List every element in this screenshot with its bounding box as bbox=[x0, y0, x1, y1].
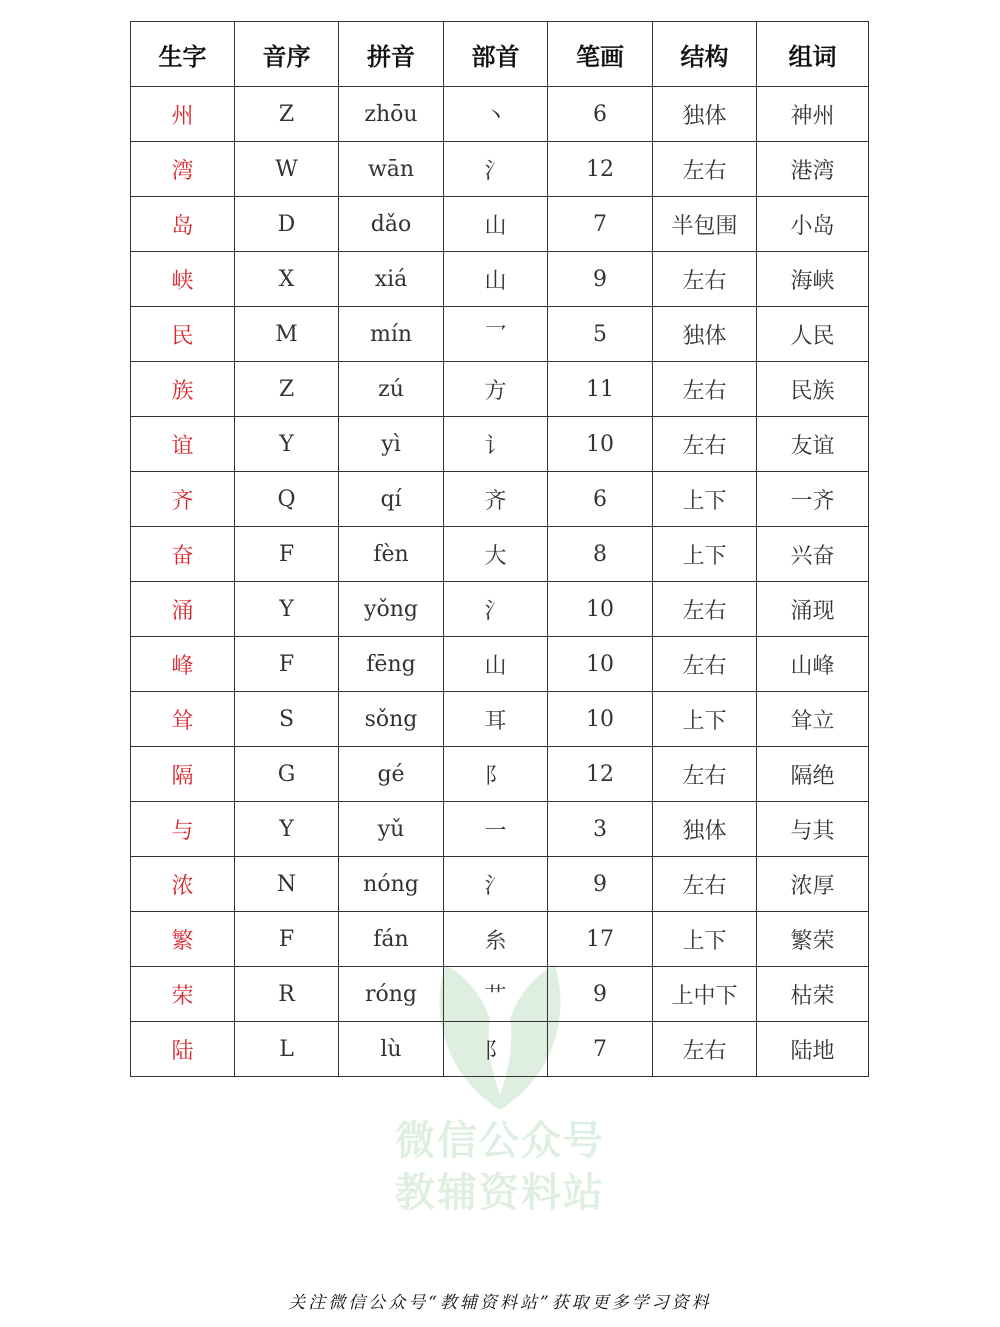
table-row bbox=[131, 362, 869, 417]
pinyin-cell: xiá bbox=[339, 252, 444, 307]
structure-cell: 上中下 bbox=[653, 967, 757, 1022]
structure-cell: 左右 bbox=[653, 252, 757, 307]
pinyin-cell: mín bbox=[339, 307, 444, 362]
pinyin-cell: wān bbox=[339, 142, 444, 197]
character-cell: 湾 bbox=[131, 142, 235, 197]
table-row bbox=[131, 197, 869, 252]
table-row bbox=[131, 967, 869, 1022]
column-header: 组词 bbox=[757, 22, 869, 87]
initial-cell: M bbox=[235, 307, 339, 362]
table-row bbox=[131, 417, 869, 472]
pinyin-cell: fán bbox=[339, 912, 444, 967]
strokes-cell: 9 bbox=[548, 252, 653, 307]
word-cell: 海峡 bbox=[757, 252, 869, 307]
word-cell: 民族 bbox=[757, 362, 869, 417]
strokes-cell: 6 bbox=[548, 87, 653, 142]
word-cell: 神州 bbox=[757, 87, 869, 142]
strokes-cell: 10 bbox=[548, 582, 653, 637]
structure-cell: 独体 bbox=[653, 802, 757, 857]
structure-cell: 左右 bbox=[653, 582, 757, 637]
strokes-cell: 10 bbox=[548, 692, 653, 747]
column-header: 音序 bbox=[235, 22, 339, 87]
initial-cell: G bbox=[235, 747, 339, 802]
character-cell: 陆 bbox=[131, 1022, 235, 1077]
initial-cell: Z bbox=[235, 87, 339, 142]
pinyin-cell: zhōu bbox=[339, 87, 444, 142]
table-row bbox=[131, 582, 869, 637]
word-cell: 隔绝 bbox=[757, 747, 869, 802]
radical-cell: 阝 bbox=[444, 1022, 548, 1077]
initial-cell: Z bbox=[235, 362, 339, 417]
pinyin-cell: yǒng bbox=[339, 582, 444, 637]
character-cell: 峡 bbox=[131, 252, 235, 307]
table-row bbox=[131, 472, 869, 527]
word-cell: 繁荣 bbox=[757, 912, 869, 967]
table-row bbox=[131, 87, 869, 142]
table-row bbox=[131, 1022, 869, 1077]
pinyin-cell: dǎo bbox=[339, 197, 444, 252]
character-cell: 奋 bbox=[131, 527, 235, 582]
initial-cell: F bbox=[235, 527, 339, 582]
character-cell: 荣 bbox=[131, 967, 235, 1022]
character-cell: 耸 bbox=[131, 692, 235, 747]
pinyin-cell: fēng bbox=[339, 637, 444, 692]
strokes-cell: 9 bbox=[548, 857, 653, 912]
table-row bbox=[131, 527, 869, 582]
strokes-cell: 11 bbox=[548, 362, 653, 417]
initial-cell: D bbox=[235, 197, 339, 252]
structure-cell: 独体 bbox=[653, 87, 757, 142]
strokes-cell: 12 bbox=[548, 142, 653, 197]
initial-cell: N bbox=[235, 857, 339, 912]
structure-cell: 独体 bbox=[653, 307, 757, 362]
column-header: 结构 bbox=[653, 22, 757, 87]
word-cell: 陆地 bbox=[757, 1022, 869, 1077]
structure-cell: 左右 bbox=[653, 747, 757, 802]
word-cell: 浓厚 bbox=[757, 857, 869, 912]
character-cell: 涌 bbox=[131, 582, 235, 637]
radical-cell: 丶 bbox=[444, 87, 548, 142]
table-row bbox=[131, 692, 869, 747]
character-table bbox=[130, 21, 869, 1077]
structure-cell: 上下 bbox=[653, 527, 757, 582]
column-header: 部首 bbox=[444, 22, 548, 87]
pinyin-cell: yǔ bbox=[339, 802, 444, 857]
word-cell: 一齐 bbox=[757, 472, 869, 527]
table-row bbox=[131, 142, 869, 197]
character-cell: 州 bbox=[131, 87, 235, 142]
pinyin-cell: fèn bbox=[339, 527, 444, 582]
pinyin-cell: lù bbox=[339, 1022, 444, 1077]
initial-cell: S bbox=[235, 692, 339, 747]
watermark-line-2: 教辅资料站 bbox=[395, 1170, 605, 1216]
radical-cell: 方 bbox=[444, 362, 548, 417]
initial-cell: L bbox=[235, 1022, 339, 1077]
structure-cell: 左右 bbox=[653, 637, 757, 692]
radical-cell: 氵 bbox=[444, 582, 548, 637]
table-row bbox=[131, 307, 869, 362]
strokes-cell: 17 bbox=[548, 912, 653, 967]
word-cell: 友谊 bbox=[757, 417, 869, 472]
character-cell: 齐 bbox=[131, 472, 235, 527]
word-cell: 枯荣 bbox=[757, 967, 869, 1022]
pinyin-cell: róng bbox=[339, 967, 444, 1022]
word-cell: 人民 bbox=[757, 307, 869, 362]
pinyin-cell: qí bbox=[339, 472, 444, 527]
table-row bbox=[131, 637, 869, 692]
structure-cell: 上下 bbox=[653, 692, 757, 747]
radical-cell: 大 bbox=[444, 527, 548, 582]
initial-cell: F bbox=[235, 637, 339, 692]
strokes-cell: 9 bbox=[548, 967, 653, 1022]
table-row bbox=[131, 857, 869, 912]
radical-cell: 阝 bbox=[444, 747, 548, 802]
structure-cell: 左右 bbox=[653, 1022, 757, 1077]
initial-cell: X bbox=[235, 252, 339, 307]
structure-cell: 左右 bbox=[653, 857, 757, 912]
radical-cell: 一 bbox=[444, 802, 548, 857]
radical-cell: 山 bbox=[444, 637, 548, 692]
initial-cell: F bbox=[235, 912, 339, 967]
table-row bbox=[131, 252, 869, 307]
strokes-cell: 7 bbox=[548, 1022, 653, 1077]
table-row bbox=[131, 912, 869, 967]
radical-cell: 氵 bbox=[444, 142, 548, 197]
word-cell: 小岛 bbox=[757, 197, 869, 252]
character-cell: 族 bbox=[131, 362, 235, 417]
initial-cell: Y bbox=[235, 582, 339, 637]
radical-cell: 山 bbox=[444, 197, 548, 252]
header-row bbox=[131, 22, 869, 87]
word-cell: 耸立 bbox=[757, 692, 869, 747]
structure-cell: 左右 bbox=[653, 417, 757, 472]
pinyin-cell: yì bbox=[339, 417, 444, 472]
pinyin-cell: zú bbox=[339, 362, 444, 417]
strokes-cell: 6 bbox=[548, 472, 653, 527]
strokes-cell: 10 bbox=[548, 637, 653, 692]
table-row bbox=[131, 747, 869, 802]
strokes-cell: 5 bbox=[548, 307, 653, 362]
character-cell: 谊 bbox=[131, 417, 235, 472]
strokes-cell: 12 bbox=[548, 747, 653, 802]
column-header: 笔画 bbox=[548, 22, 653, 87]
watermark-line-1: 微信公众号 bbox=[395, 1118, 605, 1164]
character-cell: 民 bbox=[131, 307, 235, 362]
pinyin-cell: gé bbox=[339, 747, 444, 802]
radical-cell: 讠 bbox=[444, 417, 548, 472]
initial-cell: Y bbox=[235, 802, 339, 857]
character-cell: 与 bbox=[131, 802, 235, 857]
character-cell: 浓 bbox=[131, 857, 235, 912]
word-cell: 与其 bbox=[757, 802, 869, 857]
word-cell: 涌现 bbox=[757, 582, 869, 637]
strokes-cell: 8 bbox=[548, 527, 653, 582]
column-header: 生字 bbox=[131, 22, 235, 87]
pinyin-cell: sǒng bbox=[339, 692, 444, 747]
structure-cell: 半包围 bbox=[653, 197, 757, 252]
character-cell: 峰 bbox=[131, 637, 235, 692]
word-cell: 兴奋 bbox=[757, 527, 869, 582]
word-cell: 山峰 bbox=[757, 637, 869, 692]
strokes-cell: 7 bbox=[548, 197, 653, 252]
radical-cell: 齐 bbox=[444, 472, 548, 527]
table-row bbox=[131, 802, 869, 857]
initial-cell: Y bbox=[235, 417, 339, 472]
initial-cell: Q bbox=[235, 472, 339, 527]
radical-cell: 糸 bbox=[444, 912, 548, 967]
character-cell: 繁 bbox=[131, 912, 235, 967]
initial-cell: R bbox=[235, 967, 339, 1022]
structure-cell: 左右 bbox=[653, 362, 757, 417]
word-cell: 港湾 bbox=[757, 142, 869, 197]
structure-cell: 上下 bbox=[653, 472, 757, 527]
structure-cell: 左右 bbox=[653, 142, 757, 197]
strokes-cell: 3 bbox=[548, 802, 653, 857]
radical-cell: 艹 bbox=[444, 967, 548, 1022]
strokes-cell: 10 bbox=[548, 417, 653, 472]
structure-cell: 上下 bbox=[653, 912, 757, 967]
radical-cell: 耳 bbox=[444, 692, 548, 747]
radical-cell: 氵 bbox=[444, 857, 548, 912]
character-cell: 岛 bbox=[131, 197, 235, 252]
footer-note: 关注微信公众号“教辅资料站”获取更多学习资料 bbox=[288, 1293, 712, 1313]
radical-cell: 山 bbox=[444, 252, 548, 307]
pinyin-cell: nóng bbox=[339, 857, 444, 912]
table-body bbox=[131, 87, 869, 1077]
initial-cell: W bbox=[235, 142, 339, 197]
character-cell: 隔 bbox=[131, 747, 235, 802]
radical-cell: 乛 bbox=[444, 307, 548, 362]
column-header: 拼音 bbox=[339, 22, 444, 87]
